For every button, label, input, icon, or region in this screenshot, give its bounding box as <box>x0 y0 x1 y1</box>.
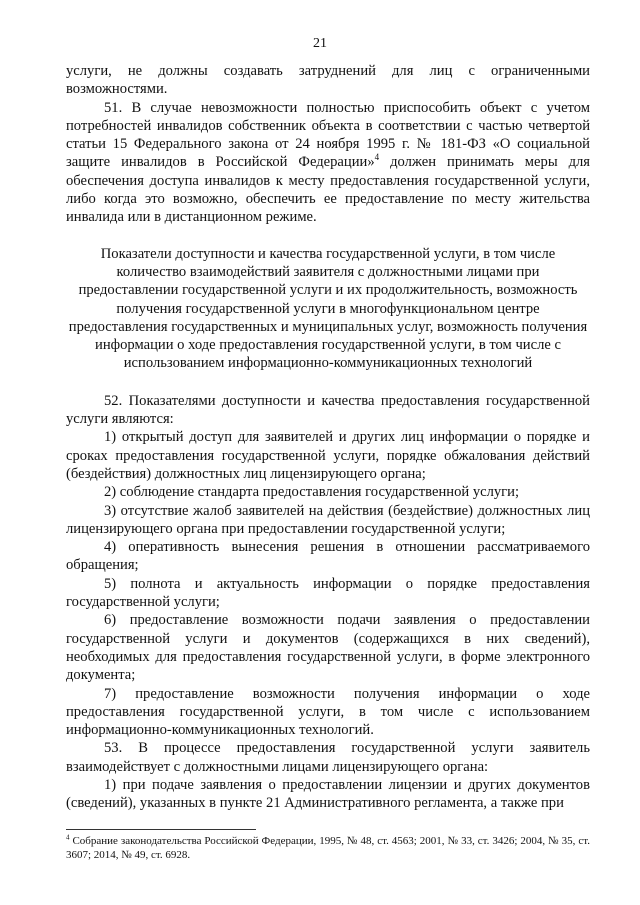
list-item-52-6: 6) предоставление возможности подачи заявления о предоставлении государственной услуги и документов (содержащихся в них сведений), необходимых для предоставления государственной услуги, в форме электронного документа; <box>66 612 590 684</box>
footnote-marker: 4 <box>66 833 70 842</box>
footnote-divider <box>66 829 256 830</box>
paragraph-51-text-a: 51. В случае невозможности полностью приспособить объект с учетом потребностей инвалидов собственник объекта в соответствии с частью четвертой статьи 15 Федерального закона от 24 ноября 1995 г. № 181-ФЗ «О социальной защите инвалидов в Российской Федерации» <box>66 99 590 171</box>
paragraph-52: 52. Показателями доступности и качества предоставления государственной услуги являются: <box>66 392 590 428</box>
list-item-52-7: 7) предоставление возможности получения информации о ходе предоставления государственной услуги, в том числе с использованием информационно-коммуникационных технологий. <box>66 685 590 739</box>
list-item-52-2: 2) соблюдение стандарта предоставления государственной услуги; <box>104 484 520 501</box>
list-item-52-3: 3) отсутствие жалоб заявителей на действия (бездействие) должностных лиц лицензирующего органа при предоставлении государственной услуги; <box>66 502 590 537</box>
list-item-52-5: 5) полнота и актуальность информации о порядке предоставления государственной услуги; <box>66 575 590 611</box>
footnote-text: Собрание законодательства Российской Федерации, 1995, № 48, ст. 4563; 2001, № 33, ст. 3426; 2004, № 35, ст. 3607; 2014, № 49, ст. 6928. <box>66 835 590 861</box>
paragraph-51-text-b: должен принимать меры для обеспечения доступа инвалидов к месту предоставления государственной услуги, либо когда это возможно, обеспечить ее предоставление по месту жительства инвалида или в дистанционном режиме. <box>66 154 590 226</box>
paragraph-53: 53. В процессе предоставления государственной услуги заявитель взаимодействует с должностными лицами лицензирующего органа: <box>66 740 590 775</box>
section-heading: Показатели доступности и качества государственной услуги, в том числе количество взаимодействий заявителя с должностными лицами при предоставлении государственной услуги и их продолжительность, возможность получения государственной услуги в многофункциональном центре предоставления государственных и муниципальных услуг, возможность получения информации о ходе предоставления государственной услуги, в том числе с использованием информационно-коммуникационных технологий <box>68 245 588 372</box>
page-number: 21 <box>313 36 327 51</box>
footnote <box>66 834 590 862</box>
footnote-reference[interactable]: 4 <box>374 152 380 163</box>
paragraph-continuation: услуги, не должны создавать затруднений для лиц с ограниченными возможностями. <box>66 63 590 98</box>
document-body <box>66 62 590 813</box>
list-item-53-1: 1) при подаче заявления о предоставлении лицензии и других документов (сведений), указанных в пункте 21 Административного регламента, а также при <box>66 776 590 812</box>
paragraph-51 <box>66 99 590 227</box>
list-item-52-4: 4) оперативность вынесения решения в отношении рассматриваемого обращения; <box>66 539 590 574</box>
list-item-52-1: 1) открытый доступ для заявителей и других лиц информации о порядке и сроках предоставления государственной услуги, порядке обжалования действий (бездействия) должностных лиц лицензирующего органа; <box>66 429 590 482</box>
